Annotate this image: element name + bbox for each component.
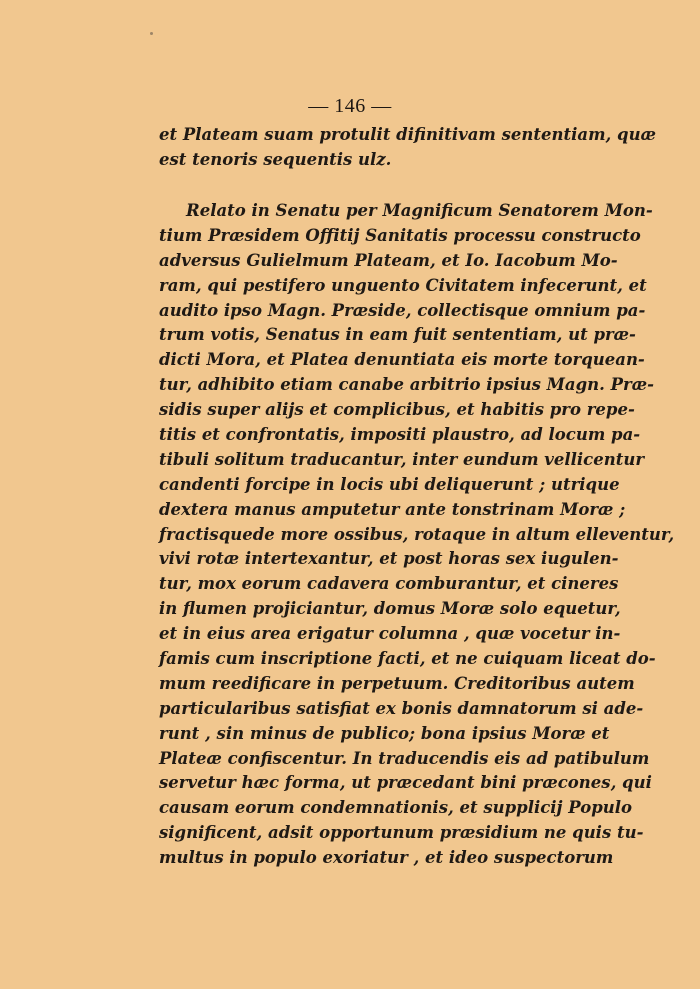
- text-line: dextera manus amputetur ante tonstrinam Moræ ;: [159, 499, 626, 519]
- text-line: fractisquede more ossibus, rotaque in altum elleventur,: [159, 524, 675, 544]
- text-line: famis cum inscriptione facti, et ne cuiquam liceat do-: [159, 649, 656, 669]
- text-line: sidis super alijs et complicibus, et habitis pro repe-: [159, 400, 635, 420]
- text-line: causam eorum condemnationis, et supplicij Populo: [159, 798, 633, 818]
- text-line: tur, adhibito etiam canabe arbitrio ipsius Magn. Præ-: [159, 375, 654, 395]
- text-line: adversus Gulielmum Plateam, et Io. Iacobum Mo-: [159, 250, 618, 270]
- text-line: in flumen projiciantur, domus Moræ solo equetur,: [159, 599, 621, 619]
- text-line: runt , sin minus de publico; bona ipsius Moræ et: [159, 723, 610, 743]
- text-line: Relato in Senatu per Magnificum Senatorem Mon-: [186, 201, 653, 220]
- text-line: multus in populo exoriatur , et ideo suspectorum: [159, 848, 614, 868]
- text-line: trum votis, Senatus in eam fuit sententiam, ut præ-: [159, 325, 636, 345]
- text-line: tur, mox eorum cadavera comburantur, et cineres: [159, 574, 619, 594]
- text-line: vivi rotæ intertexantur, et post horas sex iugulen-: [159, 549, 619, 569]
- text-line: audito ipso Magn. Præside, collectisque omnium pa-: [159, 300, 646, 320]
- text-line: servetur hæc forma, ut præcedant bini præcones, qui: [159, 773, 652, 793]
- text-line: est tenoris sequentis ulz.: [159, 149, 392, 169]
- sentence-paragraph: [159, 199, 675, 871]
- text-line: tibuli solitum traducantur, inter eundum vellicentur: [159, 449, 645, 469]
- text-line: et Plateam suam protulit difinitivam sententiam, quæ: [159, 125, 656, 144]
- text-line: tium Præsidem Offitij Sanitatis processu constructo: [159, 225, 641, 245]
- ink-speck: [150, 32, 153, 35]
- text-line: candenti forcipe in locis ubi deliquerunt ; utrique: [159, 474, 620, 494]
- text-line: et in eius area erigatur columna , quæ vocetur in-: [159, 624, 621, 644]
- intro-paragraph: [159, 123, 656, 173]
- text-line: titis et confrontatis, impositi plaustro, ad locum pa-: [159, 425, 641, 445]
- text-line: ram, qui pestifero unguento Civitatem infecerunt, et: [159, 275, 647, 295]
- text-line: particularibus satisfiat ex bonis damnatorum si ade-: [159, 698, 644, 718]
- page-number: — 146 —: [308, 95, 392, 117]
- text-line: Plateæ confiscentur. In traducendis eis ad patibulum: [159, 748, 650, 768]
- text-line: significent, adsit opportunum præsidium ne quis tu-: [159, 823, 644, 843]
- text-line: dicti Mora, et Platea denuntiata eis morte torquean-: [159, 350, 645, 370]
- text-line: mum reedificare in perpetuum. Creditoribus autem: [159, 673, 635, 693]
